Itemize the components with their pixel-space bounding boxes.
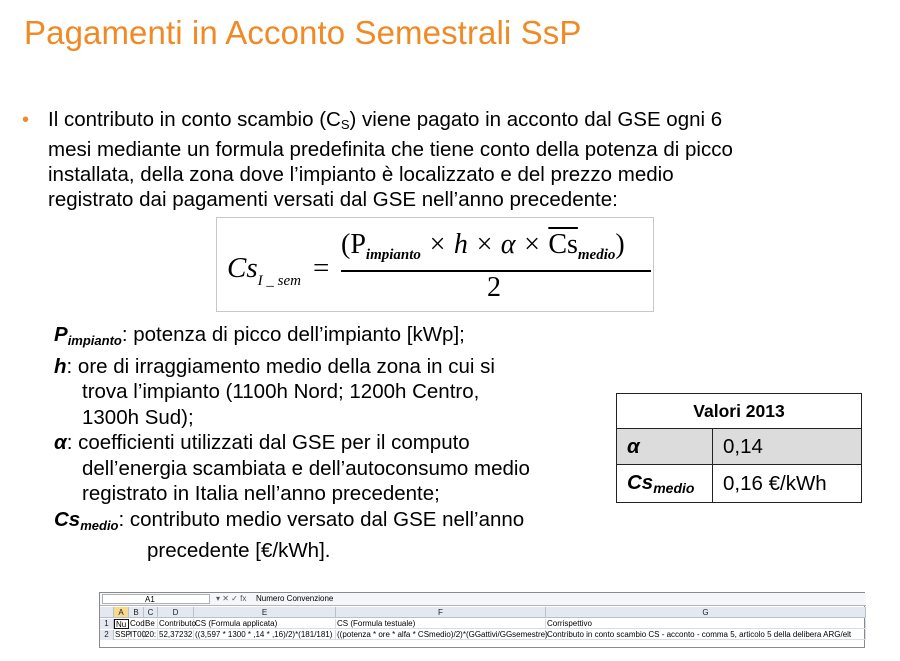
values-table-value: 0,14 — [713, 429, 862, 465]
bullet-dot-icon: • — [22, 109, 30, 131]
definition-h-cont: trova l’impianto (1100h Nord; 1200h Centro, — [82, 380, 480, 403]
column-header-d[interactable]: D — [158, 607, 194, 618]
bullet-line-1: Il contributo in conto scambio $(C_S)$ viene pagato in acconto dal GSE ogni 6 — [48, 108, 723, 132]
column-header-e[interactable]: E — [194, 607, 336, 618]
bullet-line-4: registrato dai pagamenti versati dal GSE nell’anno precedente: — [48, 188, 618, 211]
cell-f2[interactable]: ((potenza * ore * alfa * CSmedio)/2)*(GGattivi/GGsemestre) — [337, 630, 548, 639]
cell-a2[interactable]: SSP — [115, 630, 132, 639]
cell-c2[interactable]: 20: — [145, 630, 157, 639]
column-header-g[interactable]: G — [546, 607, 866, 618]
name-box[interactable]: A1 — [102, 594, 210, 604]
formula-bar — [100, 593, 866, 606]
values-table-value: 0,16 €/kWh — [713, 465, 862, 503]
column-header-b[interactable]: B — [129, 607, 144, 618]
slide-title: Pagamenti in Acconto Semestrali SsP — [24, 14, 582, 51]
formula-numerator: $(P_{impianto} \times h \times \alpha \times \overline{Cs}_{medio})$ — [341, 229, 625, 263]
cell-f1[interactable]: CS (Formula testuale) — [336, 619, 546, 629]
cell-g2[interactable]: Contributo in conto scambio CS - acconto - comma 5, articolo 5 della delibera ARG/elt — [546, 630, 866, 640]
definition-cs-cont: precedente [€/kWh]. — [147, 539, 331, 562]
values-table-header: Valori 2013 — [617, 394, 862, 429]
definition-cs: $Cs_{medio}$: contributo medio versato dal GSE nell’anno — [54, 507, 525, 533]
definition-h: h: ore di irraggiamento medio della zona in cui si — [54, 354, 495, 378]
definition-p: $P_{impianto}$: potenza di picco dell’impianto [kWp]; — [54, 323, 465, 348]
spreadsheet-screenshot — [99, 592, 865, 648]
formula-image — [216, 217, 654, 312]
cell-g1[interactable]: Corrispettivo — [546, 619, 866, 629]
bullet-line-3: installata, della zona dove l’impianto è localizzato e del prezzo medio — [48, 163, 674, 186]
formula-denominator: 2 — [487, 272, 501, 303]
cell-e2[interactable]: ((3,597 * 1300 * ,14 * ,16)/2)*(181/181) — [194, 630, 336, 640]
formula-bar-value[interactable]: Numero Convenzione — [256, 594, 334, 603]
row-header-1[interactable]: 1 — [100, 619, 114, 629]
term-p: $P_{impianto}$ — [54, 323, 122, 348]
term-cs: $Cs_{medio}$ — [54, 507, 119, 533]
cell-a1[interactable]: Nu — [114, 619, 129, 629]
cell-e1[interactable]: CS (Formula applicata) — [194, 619, 336, 629]
cell-c1[interactable]: Be — [144, 619, 158, 629]
column-header-f[interactable]: F — [336, 607, 546, 618]
formula-bar-controls[interactable]: ▾ ✕ ✓ fx — [216, 594, 247, 603]
definition-alpha: α: coefficienti utilizzati dal GSE per il computo — [54, 431, 470, 454]
definition-alpha-cont: registrato in Italia nell’anno precedente; — [82, 482, 440, 505]
cell-d2[interactable]: 52,37232 — [159, 630, 193, 639]
values-table — [616, 393, 862, 503]
cell-b2[interactable]: IT00 — [130, 630, 147, 639]
column-header-c[interactable]: C — [144, 607, 158, 618]
cell-b1[interactable]: Cod — [130, 619, 145, 628]
definition-alpha-cont: dell’energia scambiata e dell’autoconsumo medio — [82, 456, 530, 480]
formula-equals: = — [313, 252, 330, 284]
formula — [227, 226, 647, 306]
bullet-text — [48, 107, 868, 212]
row-header-2[interactable]: 2 — [100, 630, 114, 640]
cell-d1[interactable]: Contributo — [159, 619, 196, 628]
definitions-list — [54, 322, 614, 564]
values-table-label: $Cs_{medio}$ — [617, 465, 713, 503]
values-table-label: α — [617, 429, 713, 465]
corner-cell[interactable] — [100, 607, 114, 618]
bullet-line-2: mesi mediante un formula predefinita che tiene conto della potenza di picco — [48, 138, 733, 161]
formula-lhs: $Cs_{I \_ sem}$ — [227, 252, 301, 289]
definition-h-cont: 1300h Sud); — [82, 405, 194, 429]
column-header-a[interactable]: A — [114, 607, 129, 618]
